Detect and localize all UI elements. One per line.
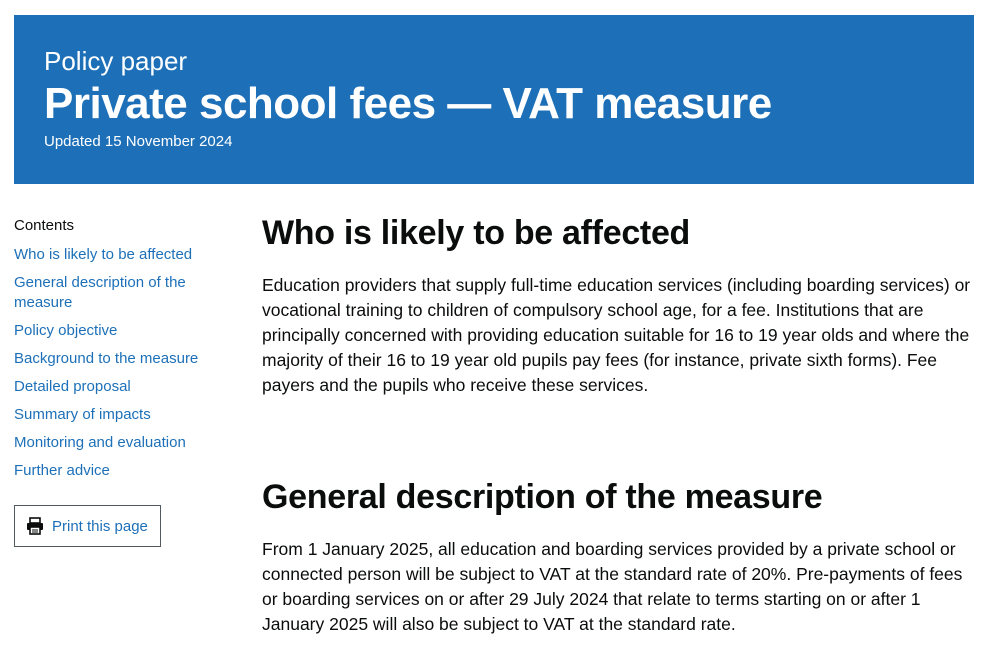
print-page-label: Print this page (52, 517, 148, 535)
document-type: Policy paper (44, 46, 188, 76)
contents-sidebar (14, 216, 234, 489)
contents-link-background[interactable]: Background to the measure (14, 350, 199, 367)
section-who-is-affected (262, 210, 974, 398)
page-title: Private school fees — VAT measure (44, 79, 772, 128)
contents-item (14, 321, 234, 341)
printer-icon (26, 517, 44, 535)
contents-link-monitoring[interactable]: Monitoring and evaluation (14, 434, 186, 451)
contents-item (14, 273, 234, 313)
section-heading: Who is likely to be affected (262, 214, 691, 252)
updated-date: Updated 15 November 2024 (44, 133, 233, 150)
page-header-banner (14, 15, 974, 184)
contents-link-summary-of-impacts[interactable]: Summary of impacts (14, 406, 151, 423)
contents-item (14, 405, 234, 425)
contents-link-general-description[interactable]: General description of the measure (14, 274, 186, 311)
contents-item (14, 349, 234, 369)
contents-item (14, 461, 234, 481)
contents-item (14, 433, 234, 453)
section-body: Education providers that supply full-time education services (including boarding services) or vocational training to children of compulsory school age, for a fee. Institutions that are principally concerned with providing education suitable for 16 to 19 year olds and where the majority of their 16 to 19 year old pupils pay fees (for instance, private sixth forms). Fee payers and the pupils who receive these services. (262, 275, 971, 395)
contents-list (14, 245, 234, 481)
contents-heading: Contents (14, 217, 75, 234)
contents-item (14, 245, 234, 265)
section-heading: General description of the measure (262, 478, 823, 516)
contents-link-policy-objective[interactable]: Policy objective (14, 322, 118, 339)
section-body: From 1 January 2025, all education and boarding services provided by a private school or connected person will be subject to VAT at the standard rate of 20%. Pre-payments of fees or boarding services on or after 29 July 2024 that relate to terms starting on or after 1 January 2025 will also be subject to VAT at the standard rate. (262, 539, 963, 634)
section-general-description (262, 474, 974, 637)
contents-link-who-is-affected[interactable]: Who is likely to be affected (14, 246, 193, 263)
contents-link-detailed-proposal[interactable]: Detailed proposal (14, 378, 131, 395)
contents-link-further-advice[interactable]: Further advice (14, 462, 110, 479)
print-page-button[interactable] (14, 505, 161, 547)
contents-item (14, 377, 234, 397)
